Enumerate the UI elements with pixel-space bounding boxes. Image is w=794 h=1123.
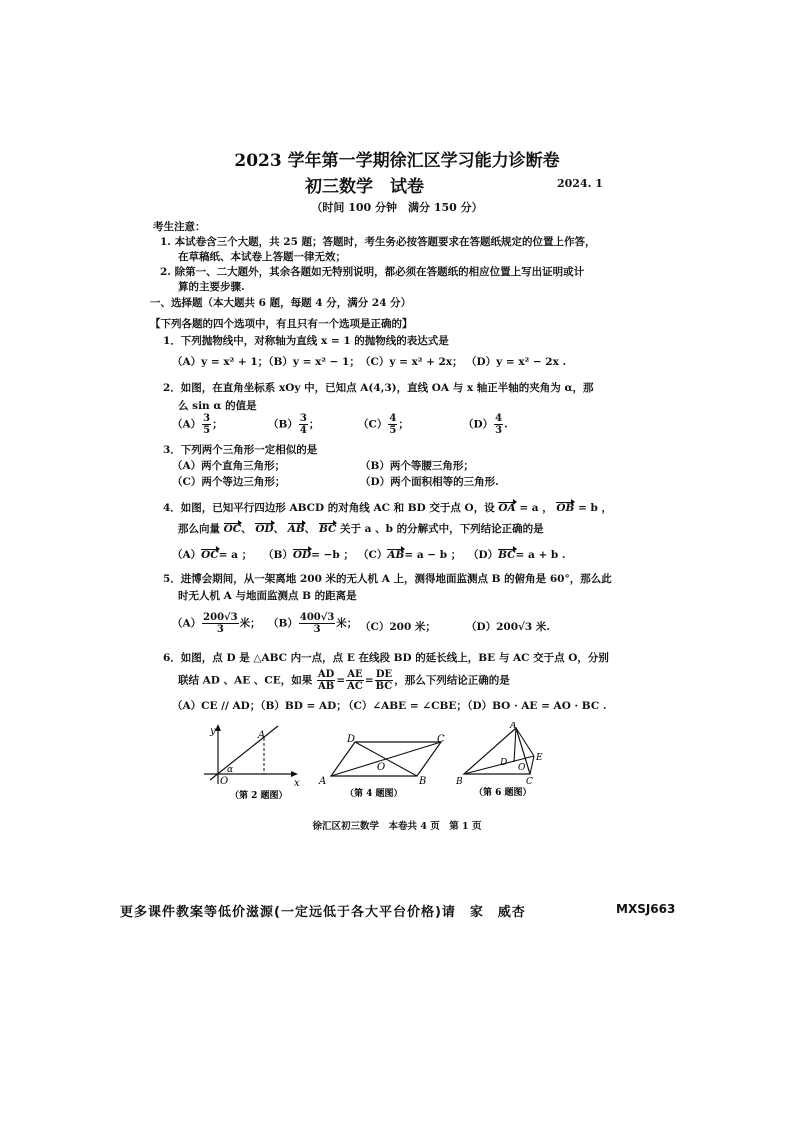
notice-item-1-cont: 在草稿纸、本试卷上答题一律无效； bbox=[178, 251, 346, 263]
q6-stem-line2: 联结 AD 、AE 、CE，如果 $\frac{AD}{AB}$ = $\frac{AE}{AC}$ = $\frac{DE}{BC}$ ，那么下列结论正确的是 bbox=[178, 669, 510, 692]
q3-stem: 3．下列两个三角形一定相似的是 bbox=[163, 444, 318, 456]
fig2-label-y: y bbox=[210, 726, 216, 737]
fig4-caption: （第 4 题图） bbox=[345, 789, 403, 799]
q5-stem-line1: 5．进博会期间，从一架离地 200 米的无人机 A 上，测得地面监测点 B 的俯角是 60°，那么此 bbox=[163, 573, 612, 585]
q5-option-d: （D）200√3 米. bbox=[466, 621, 551, 633]
q1-option-d: （D）y = x² − 2x . bbox=[466, 356, 567, 368]
q1-option-c: （C）y = x² + 2x； bbox=[360, 356, 463, 368]
fig4-label-a: A bbox=[319, 776, 327, 787]
notice-item-2-cont: 算的主要步骤. bbox=[178, 281, 245, 293]
notice-item-2: 2. 除第一、二大题外，其余各题如无特别说明，都必须在答题纸的相应位置上写出证明或计 bbox=[160, 266, 585, 278]
q4-option-a: （A）OC= a ； bbox=[172, 549, 253, 561]
notice-heading: 考生注意： bbox=[153, 221, 206, 233]
fig6-caption: （第 6 题图） bbox=[474, 788, 532, 798]
fig2-label-o: O bbox=[220, 776, 229, 787]
fig4-label-o: O bbox=[377, 762, 386, 773]
q3-option-b: （B）两个等腰三角形； bbox=[360, 460, 474, 472]
figure-6 bbox=[452, 722, 562, 804]
exam-time-info: （时间 100 分钟 满分 150 分） bbox=[311, 201, 483, 214]
fig6-label-d: D bbox=[500, 758, 508, 768]
q6-option-a: （A）CE // AD； bbox=[172, 700, 261, 712]
q2-stem-line1: 2．如图，在直角坐标系 xOy 中，已知点 A(4,3)，直线 OA 与 x 轴正半轴的夹角为 α，那 bbox=[163, 382, 594, 394]
section1-heading: 一、选择题（本大题共 6 题，每题 4 分，满分 24 分） bbox=[150, 297, 412, 309]
page-footer: 徐汇区初三数学 本卷共 4 页 第 1 页 bbox=[312, 821, 482, 832]
fig2-label-alpha: α bbox=[227, 765, 234, 775]
q6-stem-line1: 6．如图，点 D 是 △ABC 内一点，点 E 在线段 BD 的延长线上，BE 与 AC 交于点 O，分别 bbox=[163, 652, 609, 664]
q2-option-d: （D） $\frac{4}{3}$ . bbox=[463, 413, 508, 436]
exam-title: 2023 学年第一学期徐汇区学习能力诊断卷 bbox=[234, 151, 560, 171]
fig4-label-c: C bbox=[437, 734, 445, 745]
fig6-label-e: E bbox=[536, 753, 543, 763]
figure-2 bbox=[198, 722, 310, 804]
fig6-label-a: A bbox=[510, 722, 517, 731]
q4-stem-line2: 那么向量 OC、 OD、 AB、 BC 关于 a 、b 的分解式中，下列结论正确的是 bbox=[178, 523, 544, 535]
q2-stem-line2: 么 sin α 的值是 bbox=[178, 400, 257, 412]
fig4-label-d: D bbox=[347, 734, 356, 745]
q3-option-d: （D）两个面积相等的三角形. bbox=[360, 476, 499, 488]
section1-instruction: 【下列各题的四个选项中，有且只有一个选项是正确的】 bbox=[150, 318, 413, 330]
q4-stem-line1: 4．如图，已知平行四边形 ABCD 的对角线 AC 和 BD 交于点 O，设 OA = a ， OB = b ， bbox=[163, 502, 613, 514]
q6-option-d: （D）BO · AE = AO · BC . bbox=[462, 700, 607, 712]
q1-option-a: （A）y = x² + 1； bbox=[172, 356, 269, 368]
q3-option-c: （C）两个等边三角形； bbox=[172, 476, 286, 488]
q1-option-b: （B）y = x² − 1； bbox=[263, 356, 360, 368]
fig2-label-x: x bbox=[294, 778, 300, 789]
q5-option-a: （A） $\frac{200√3}{3}$ 米； bbox=[172, 612, 261, 635]
fig2-caption: （第 2 题图） bbox=[230, 791, 288, 801]
fig2-label-a: A bbox=[258, 730, 266, 741]
q2-option-c: （C） $\frac{4}{5}$ ； bbox=[358, 413, 409, 436]
q4-option-c: （C）AB= a − b ； bbox=[358, 549, 462, 561]
notice-item-1: 1. 本试卷含三个大题，共 25 题；答题时，考生务必按答题要求在答题纸规定的位置上作答， bbox=[160, 236, 596, 248]
promo-code: MXSJ663 bbox=[616, 902, 676, 916]
q5-option-b: （B） $\frac{400√3}{3}$ 米； bbox=[268, 612, 358, 635]
promo-text: 更多课件教案等低价滋源(一定远低于各大平台价格)请 家 威杏 bbox=[120, 905, 526, 920]
fig4-label-b: B bbox=[419, 776, 427, 787]
fig6-label-b: B bbox=[456, 777, 463, 787]
q4-option-d: （D）BC= a + b . bbox=[468, 549, 566, 561]
q5-option-c: （C）200 米； bbox=[360, 621, 436, 633]
fig6-label-c: C bbox=[526, 777, 533, 787]
q2-option-b: （B） $\frac{3}{4}$ ； bbox=[268, 413, 320, 436]
figure-4 bbox=[315, 730, 455, 802]
exam-date: 2024. 1 bbox=[557, 177, 603, 190]
q4-option-b: （B）OD= −b ； bbox=[263, 549, 354, 561]
q2-option-a: （A） $\frac{3}{5}$ ； bbox=[172, 413, 223, 436]
exam-subtitle: 初三数学 试卷 bbox=[305, 177, 424, 197]
q6-option-c: （C）∠ABE = ∠CBE； bbox=[343, 700, 467, 712]
q3-option-a: （A）两个直角三角形； bbox=[172, 460, 286, 472]
fig6-label-o: O bbox=[518, 763, 526, 773]
q1-stem: 1．下列抛物线中，对称轴为直线 x = 1 的抛物线的表达式是 bbox=[163, 335, 449, 347]
q6-option-b: （B）BD = AD； bbox=[255, 700, 347, 712]
q5-stem-line2: 时无人机 A 与地面监测点 B 的距离是 bbox=[178, 590, 357, 602]
